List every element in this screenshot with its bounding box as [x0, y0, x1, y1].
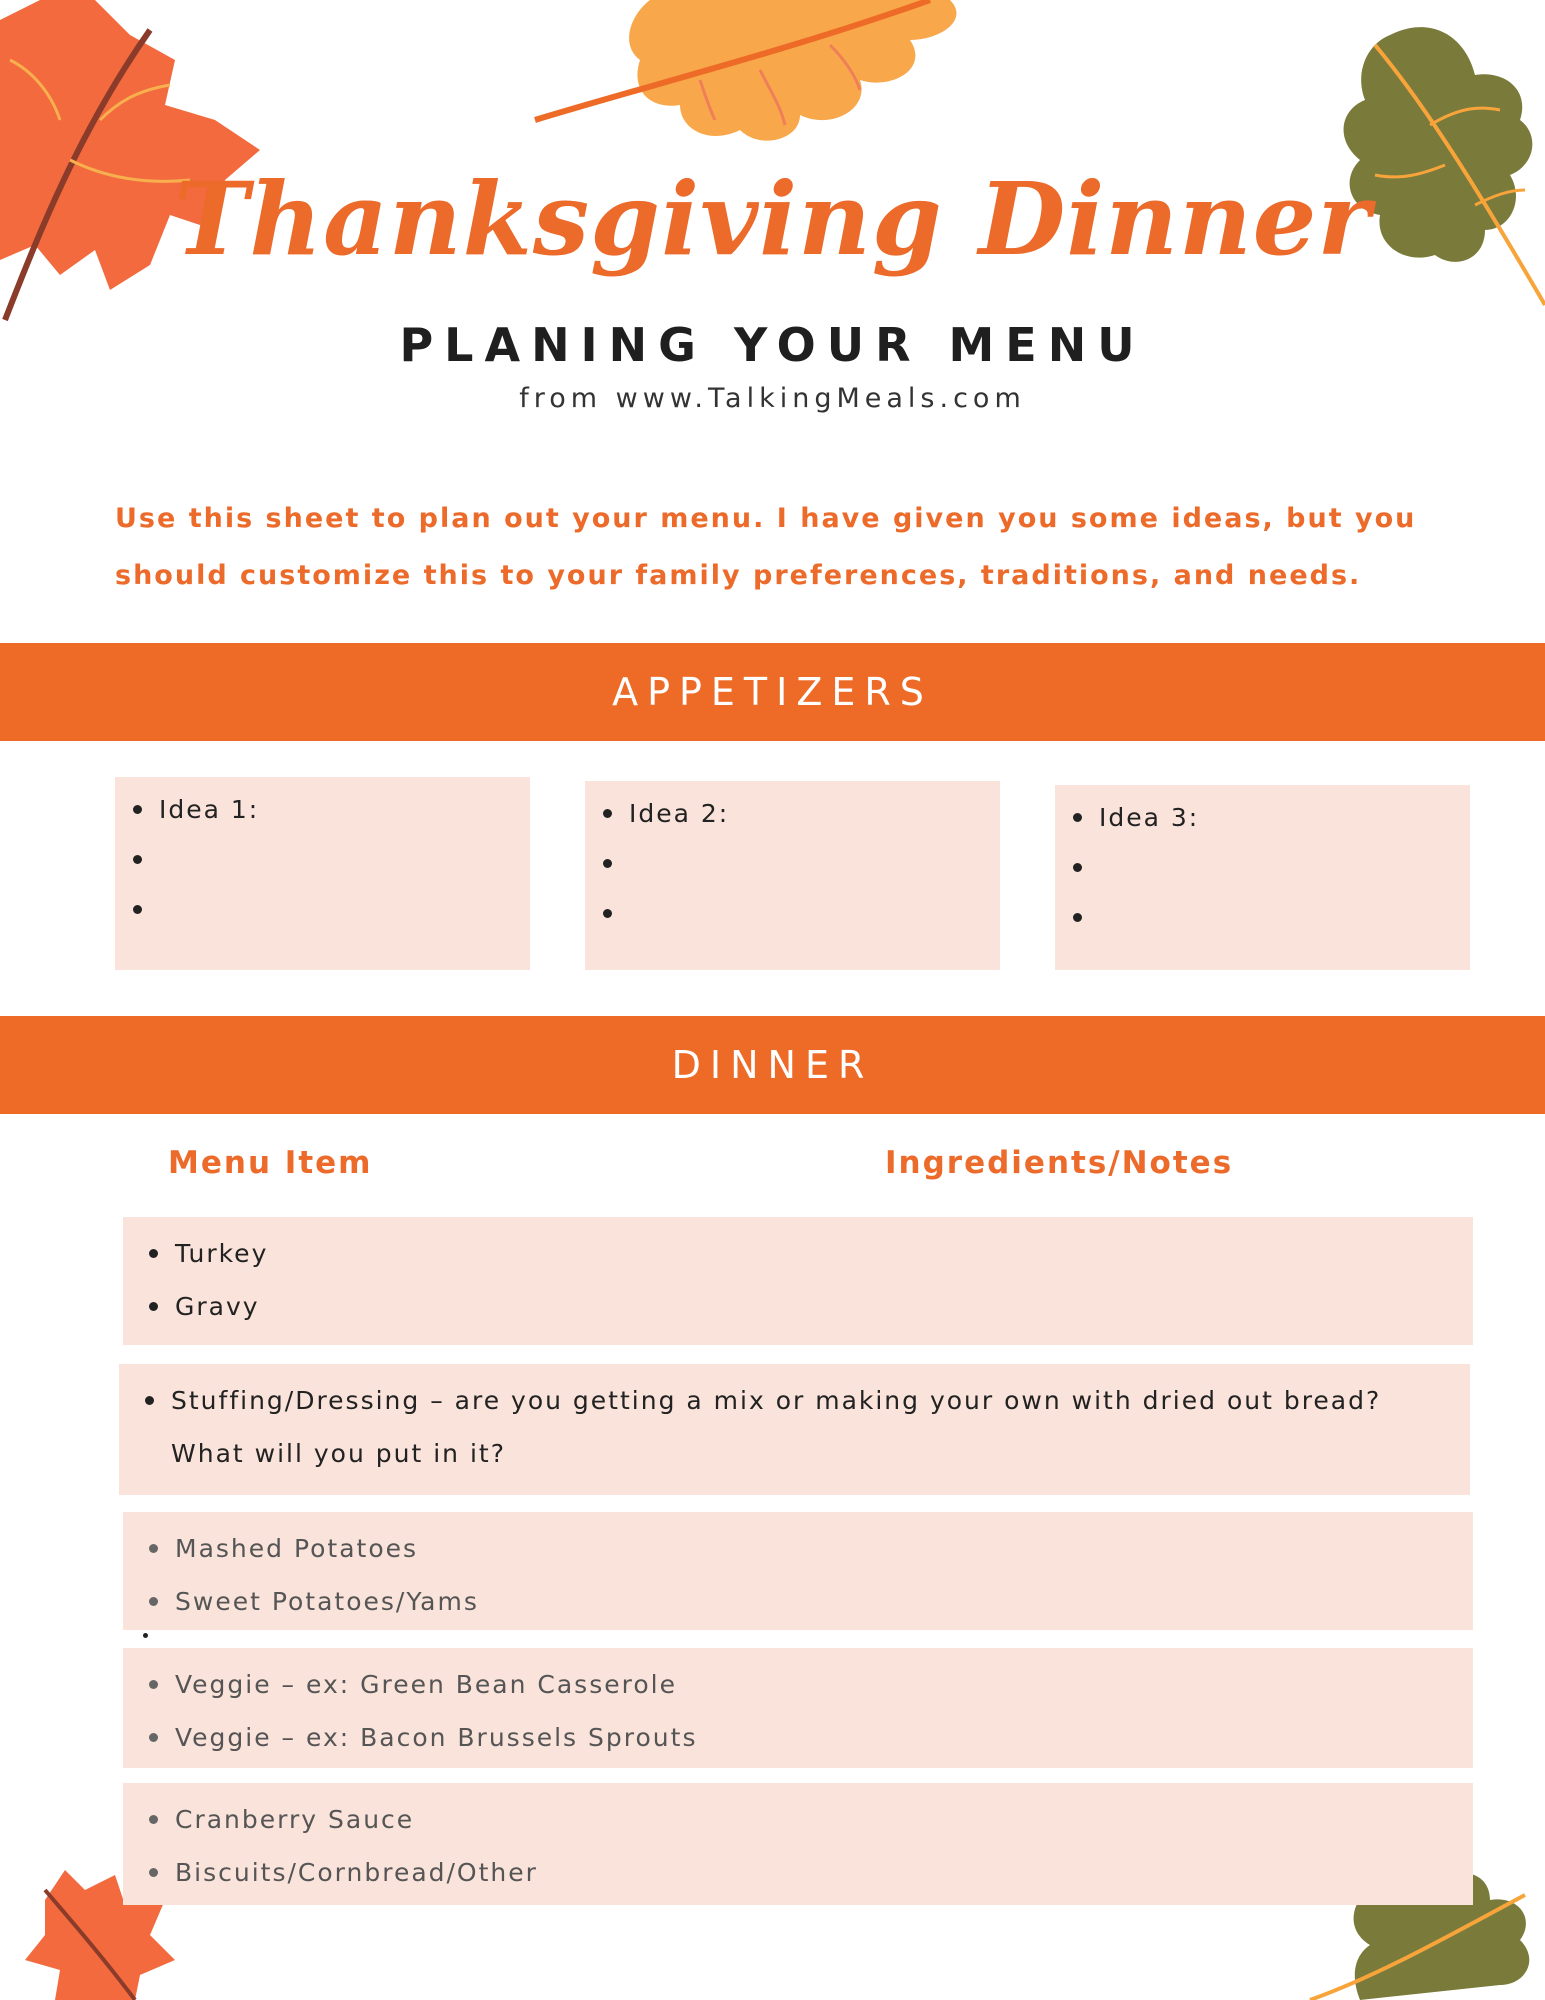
list-item: Gravy: [145, 1280, 1473, 1333]
appetizer-box-3[interactable]: [1055, 785, 1470, 970]
list-item: [599, 889, 1000, 939]
list-item: Veggie – ex: Green Bean Casserole: [145, 1658, 1473, 1711]
dinner-group-1[interactable]: [123, 1217, 1473, 1345]
list-item: Veggie – ex: Bacon Brussels Sprouts: [145, 1711, 1473, 1764]
intro-text: Use this sheet to plan out your menu. I have given you some ideas, but you should customize this to your family preferences, traditions, and needs.: [115, 503, 1417, 591]
list-item: Idea 2:: [599, 789, 1000, 839]
list-item: Stuffing/Dressing – are you getting a mix or making your own with dried out bread? What will you put in it?: [141, 1374, 1460, 1480]
page-subtitle: PLANING YOUR MENU: [399, 318, 1146, 372]
dinner-group-4[interactable]: [123, 1648, 1473, 1768]
appetizers-heading: APPETIZERS: [0, 643, 1545, 741]
dinner-group-2[interactable]: [119, 1364, 1470, 1495]
list-item: [599, 839, 1000, 889]
bullet-dot: [143, 1633, 148, 1638]
dinner-group-3[interactable]: [123, 1512, 1473, 1630]
page-title: Thanksgiving Dinner: [173, 160, 1372, 278]
list-item: Idea 1:: [129, 785, 530, 835]
list-item: Idea 3:: [1069, 793, 1470, 843]
appetizer-box-2[interactable]: [585, 781, 1000, 970]
list-item: Turkey: [145, 1227, 1473, 1280]
dinner-group-5[interactable]: [123, 1783, 1473, 1905]
appetizer-box-1[interactable]: [115, 777, 530, 970]
list-item: Cranberry Sauce: [145, 1793, 1473, 1846]
notes-column-header: Ingredients/Notes: [885, 1145, 1234, 1181]
list-item: Sweet Potatoes/Yams: [145, 1575, 1473, 1628]
list-item: Mashed Potatoes: [145, 1522, 1473, 1575]
list-item: Biscuits/Cornbread/Other: [145, 1846, 1473, 1899]
dinner-heading: DINNER: [0, 1016, 1545, 1114]
source-credit: from www.TalkingMeals.com: [519, 383, 1026, 414]
list-item: [1069, 893, 1470, 943]
list-item: [129, 835, 530, 885]
oak-leaf-icon: [530, 0, 1000, 150]
list-item: [1069, 843, 1470, 893]
menu-item-column-header: Menu Item: [168, 1145, 373, 1181]
list-item: [129, 885, 530, 935]
